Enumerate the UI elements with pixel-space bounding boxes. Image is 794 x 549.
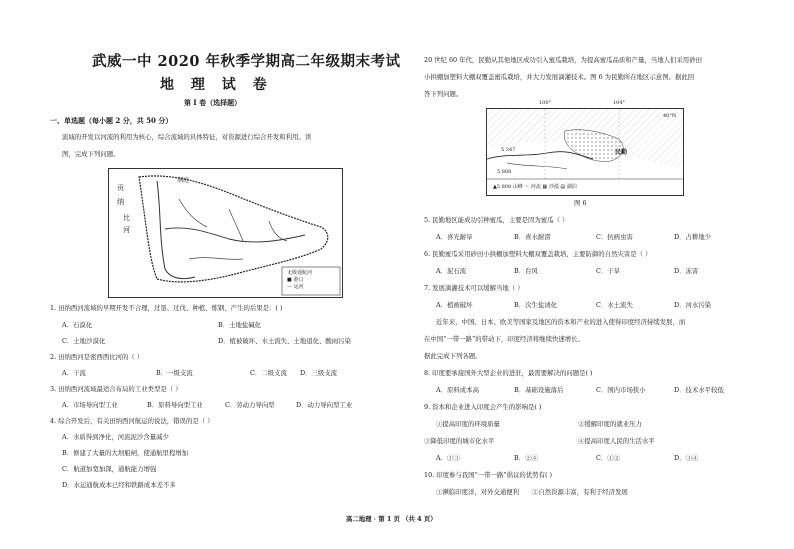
statement-line: ①濒临印度洋，对外交通便利 bbox=[436, 488, 520, 496]
map-label: 河 bbox=[123, 226, 130, 234]
answer-option[interactable]: A．原料成本高 bbox=[436, 386, 479, 394]
answer-option[interactable]: A．植被破坏 bbox=[436, 301, 473, 309]
map-legend: ▲5 808 山峰 ～ 河流 ▦ 沙漠 ▤ 湖泊 bbox=[493, 184, 577, 190]
map-label: 纳 bbox=[117, 198, 124, 206]
answer-option[interactable]: A．石漠化 bbox=[62, 321, 93, 329]
longitude-label: 100° bbox=[539, 100, 552, 106]
page-footer: 高二地理 · 第 1 页 （共 4 页） bbox=[346, 515, 437, 523]
question-stem: 1. 田纳西河流域的早期开发不合理，过垦、过伐、种植、炼钢，产生的后果是：( ) bbox=[50, 304, 283, 312]
answer-option[interactable]: D．水运通航成本已经和铁路成本差不多 bbox=[62, 481, 176, 489]
intro-line: 图，完成下列问题。 bbox=[62, 150, 120, 158]
answer-option[interactable]: D．三级支流 bbox=[300, 369, 338, 377]
volume-label: 第 I 卷（选择题） bbox=[184, 98, 242, 107]
answer-option[interactable]: C．国内市场狭小 bbox=[596, 386, 646, 394]
intro-line: 20 世纪 60 年代，民勤从其他地区成功引入蜜瓜栽培，为提高蜜瓜品质和产量，当地人们采用砂田 bbox=[424, 56, 702, 64]
minqin-region-map bbox=[486, 100, 684, 196]
tennessee-basin-map bbox=[108, 168, 343, 298]
answer-option[interactable]: C．二级支流 bbox=[250, 369, 287, 377]
answer-option[interactable]: B．土地盐碱化 bbox=[218, 321, 262, 329]
map-label: 比 bbox=[123, 214, 130, 222]
longitude-label: 104° bbox=[613, 100, 626, 106]
intro-line: 小拱棚加塑料大棚双覆盖蜜瓜栽培，并大力发展滴灌技术。图 6 为民勤所在地区示意图。据此回 bbox=[424, 73, 695, 81]
question-stem: 9. 资本和企业进入印度会产生的影响是( ) bbox=[424, 403, 542, 411]
answer-option[interactable]: D．植被破坏、水土流失、土地退化、酸雨污染 bbox=[218, 337, 351, 345]
exam-title: 武威一中 2020 年秋季学期高二年级期末考试 bbox=[92, 53, 401, 70]
peak-label: 5 808 bbox=[497, 169, 512, 175]
intro-line: 近年来，中国、日本、欧美等国家及地区的资本和产业的进入使得印度经济持续发展，而 bbox=[436, 318, 686, 326]
statement-line: ④提高印度人民的生活水平 bbox=[578, 437, 655, 445]
answer-option[interactable]: A．水质得到净化，河流泥沙含量减少 bbox=[62, 433, 169, 441]
statement-line: ①提高印度的环境质量 bbox=[436, 420, 500, 428]
city-label: 民勤 bbox=[615, 149, 628, 156]
statement-line: ②缓解印度的就业压力 bbox=[578, 420, 642, 428]
question-stem: 4. 综合开发后，有关田纳西河航运的说法，错误的是（ ） bbox=[50, 417, 214, 425]
map-label: 贡 bbox=[117, 184, 124, 192]
map-legend: ■ 港口 bbox=[287, 277, 304, 283]
question-stem: 2. 田纳西河是密西西比河的（ ） bbox=[50, 353, 144, 361]
map-legend: — 运河 bbox=[287, 284, 304, 290]
answer-option[interactable]: D．技术水平较低 bbox=[674, 386, 724, 394]
question-stem: 6. 民勤蜜瓜采用砂田小拱棚加塑料大棚双覆盖栽培，主要防御的自然灾害是（ ） bbox=[424, 250, 652, 258]
answer-option[interactable]: A．喜光耐旱 bbox=[436, 233, 473, 241]
question-stem: 8. 印度要承接国外大型企业的进驻，最需要解决的问题是( ) bbox=[424, 369, 593, 377]
question-stem: 7. 发展滴灌技术可以缓解当地（ ） bbox=[424, 284, 524, 292]
answer-option[interactable]: B．原料导向型工业 bbox=[147, 401, 203, 409]
answer-option[interactable]: D．河水污染 bbox=[674, 301, 712, 309]
answer-option[interactable]: C．土地沙漠化 bbox=[62, 337, 106, 345]
intro-line: 流域的开发以河流的利用为核心，综合流域的具体特征，对资源进行综合开发和利用。读 bbox=[62, 133, 312, 141]
map-label: 洞庭 bbox=[177, 177, 190, 184]
answer-option[interactable]: B．基础设施落后 bbox=[514, 386, 564, 394]
answer-option[interactable]: C．劳动力导向型 bbox=[225, 401, 275, 409]
question-stem: 3. 田纳西河流域最适合布局的工业类型是（ ） bbox=[50, 385, 182, 393]
question-stem: 10. 印度参与我国“一带一路”倡议的优势有( ) bbox=[424, 471, 552, 479]
answer-option[interactable]: C．干旱 bbox=[596, 267, 621, 275]
answer-option[interactable]: B．喜水耐涝 bbox=[514, 233, 551, 241]
answer-option[interactable]: B．②④ bbox=[514, 454, 538, 462]
answer-option[interactable]: C．水土流失 bbox=[596, 301, 633, 309]
basin-map-drawing bbox=[109, 169, 342, 297]
answer-option[interactable]: A．市场导向型工业 bbox=[62, 401, 118, 409]
figure-caption: 图 6 bbox=[574, 199, 587, 207]
latitude-label: 40°N bbox=[663, 113, 677, 119]
section-heading: 一、单选题（每小题 2 分，共 50 分） bbox=[50, 116, 173, 125]
question-stem: 5. 民勤地区能成功引种蜜瓜，主要是因为蜜瓜（ ） bbox=[424, 216, 569, 224]
intro-line: 据此完成下列各题。 bbox=[424, 352, 482, 360]
answer-option[interactable]: C．航道加宽加深，通航能力增强 bbox=[62, 465, 157, 473]
statement-line: ③降低印度的城市化水平 bbox=[424, 437, 495, 445]
answer-option[interactable]: D．冻害 bbox=[674, 267, 699, 275]
answer-option[interactable]: B．修建了大量的大坝船闸，使通航里程增加 bbox=[62, 449, 189, 457]
peak-label: 5 347 bbox=[501, 147, 516, 153]
answer-option[interactable]: A．泥石流 bbox=[436, 267, 467, 275]
answer-option[interactable]: C．①② bbox=[596, 454, 621, 462]
intro-line: 答下列问题。 bbox=[424, 90, 463, 98]
answer-option[interactable]: A．①③ bbox=[436, 454, 460, 462]
answer-option[interactable]: A．干流 bbox=[62, 369, 86, 377]
answer-option[interactable]: B．一级支流 bbox=[156, 369, 193, 377]
answer-option[interactable]: D．占耕地少 bbox=[674, 233, 712, 241]
map-legend: 无级通航河 bbox=[287, 270, 313, 276]
answer-option[interactable]: D．动力导向型工业 bbox=[296, 401, 353, 409]
statement-line: ②自然资源丰富，有利于经济发展 bbox=[532, 488, 628, 496]
answer-option[interactable]: B．台风 bbox=[514, 267, 538, 275]
intro-line: 在中国“一带一路”的带动下，印度经济将继续快速增长。 bbox=[424, 335, 584, 343]
answer-option[interactable]: D．③④ bbox=[674, 454, 699, 462]
answer-option[interactable]: B．次生盐渍化 bbox=[514, 301, 558, 309]
answer-option[interactable]: C．抗病虫害 bbox=[596, 233, 633, 241]
exam-subtitle: 地 理 试 卷 bbox=[160, 77, 273, 93]
